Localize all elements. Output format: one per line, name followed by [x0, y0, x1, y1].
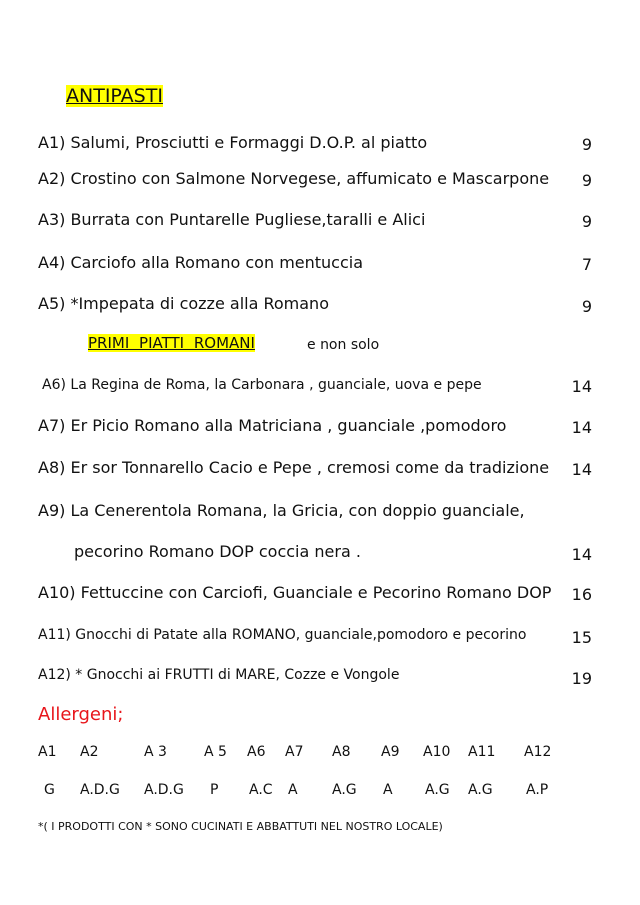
price-a6: 14	[571, 377, 592, 396]
allergen-value: P	[210, 782, 219, 798]
allergen-value: G	[44, 782, 55, 798]
price-a7: 14	[571, 418, 592, 437]
menu-item-a9-continued: pecorino Romano DOP coccia nera .	[74, 542, 361, 561]
allergen-code: A1	[38, 744, 57, 760]
allergen-code: A11	[468, 744, 496, 760]
menu-item-a8: A8) Er sor Tonnarello Cacio e Pepe , cremosi come da tradizione	[38, 458, 550, 477]
menu-item-a12: A12) * Gnocchi ai FRUTTI di MARE, Cozze e Vongole	[38, 667, 400, 683]
allergen-value: A	[288, 782, 298, 798]
allergen-code: A10	[423, 744, 451, 760]
allergen-value: A	[383, 782, 393, 798]
menu-item-a6: A6) La Regina de Roma, la Carbonara , guanciale, uova e pepe	[42, 377, 482, 393]
section-title-primi: PRIMI PIATTI ROMANI	[88, 334, 255, 352]
menu-item-a2: A2) Crostino con Salmone Norvegese, affumicato e Mascarpone	[38, 169, 550, 188]
price-a3: 9	[581, 212, 592, 231]
allergen-code: A12	[524, 744, 552, 760]
price-a1: 9	[581, 135, 592, 154]
allergen-value: A.G	[425, 782, 450, 798]
price-a11: 15	[571, 628, 592, 647]
allergen-code: A6	[247, 744, 266, 760]
allergen-value: A.C	[249, 782, 273, 798]
allergens-title: Allergeni;	[38, 704, 124, 725]
allergen-value: A.D.G	[80, 782, 120, 798]
menu-item-a4: A4) Carciofo alla Romano con mentuccia	[38, 253, 364, 272]
menu-item-a7: A7) Er Picio Romano alla Matriciana , guanciale ,pomodoro	[38, 416, 507, 435]
menu-item-a1: A1) Salumi, Prosciutti e Formaggi D.O.P. al piatto	[38, 133, 428, 152]
section-subtitle-primi: e non solo	[307, 337, 380, 353]
price-a10: 16	[571, 585, 592, 604]
menu-item-a9: A9) La Cenerentola Romana, la Gricia, con doppio guanciale,	[38, 501, 525, 520]
menu-item-a11: A11) Gnocchi di Patate alla ROMANO, guanciale,pomodoro e pecorino	[38, 627, 527, 643]
price-a5: 9	[581, 297, 592, 316]
price-a8: 14	[571, 460, 592, 479]
menu-item-a5: A5) *Impepata di cozze alla Romano	[38, 294, 329, 313]
menu-item-a3: A3) Burrata con Puntarelle Pugliese,taralli e Alici	[38, 210, 426, 229]
price-a2: 9	[581, 171, 592, 190]
price-a4: 7	[581, 255, 592, 274]
price-a12: 19	[571, 669, 592, 688]
allergen-value: A.G	[332, 782, 357, 798]
allergen-code: A 5	[204, 744, 227, 760]
allergen-code: A7	[285, 744, 304, 760]
allergen-value: A.G	[468, 782, 493, 798]
price-a9: 14	[571, 545, 592, 564]
menu-item-a10: A10) Fettuccine con Carciofi, Guanciale e Pecorino Romano DOP	[38, 583, 552, 602]
allergen-code: A8	[332, 744, 351, 760]
allergen-value: A.P	[526, 782, 549, 798]
footnote: *( I PRODOTTI CON * SONO CUCINATI E ABBATTUTI NEL NOSTRO LOCALE)	[38, 820, 443, 833]
allergen-code: A2	[80, 744, 99, 760]
allergen-code: A9	[381, 744, 400, 760]
allergen-value: A.D.G	[144, 782, 184, 798]
allergen-code: A 3	[144, 744, 167, 760]
section-title-antipasti: ANTIPASTI	[66, 85, 163, 107]
